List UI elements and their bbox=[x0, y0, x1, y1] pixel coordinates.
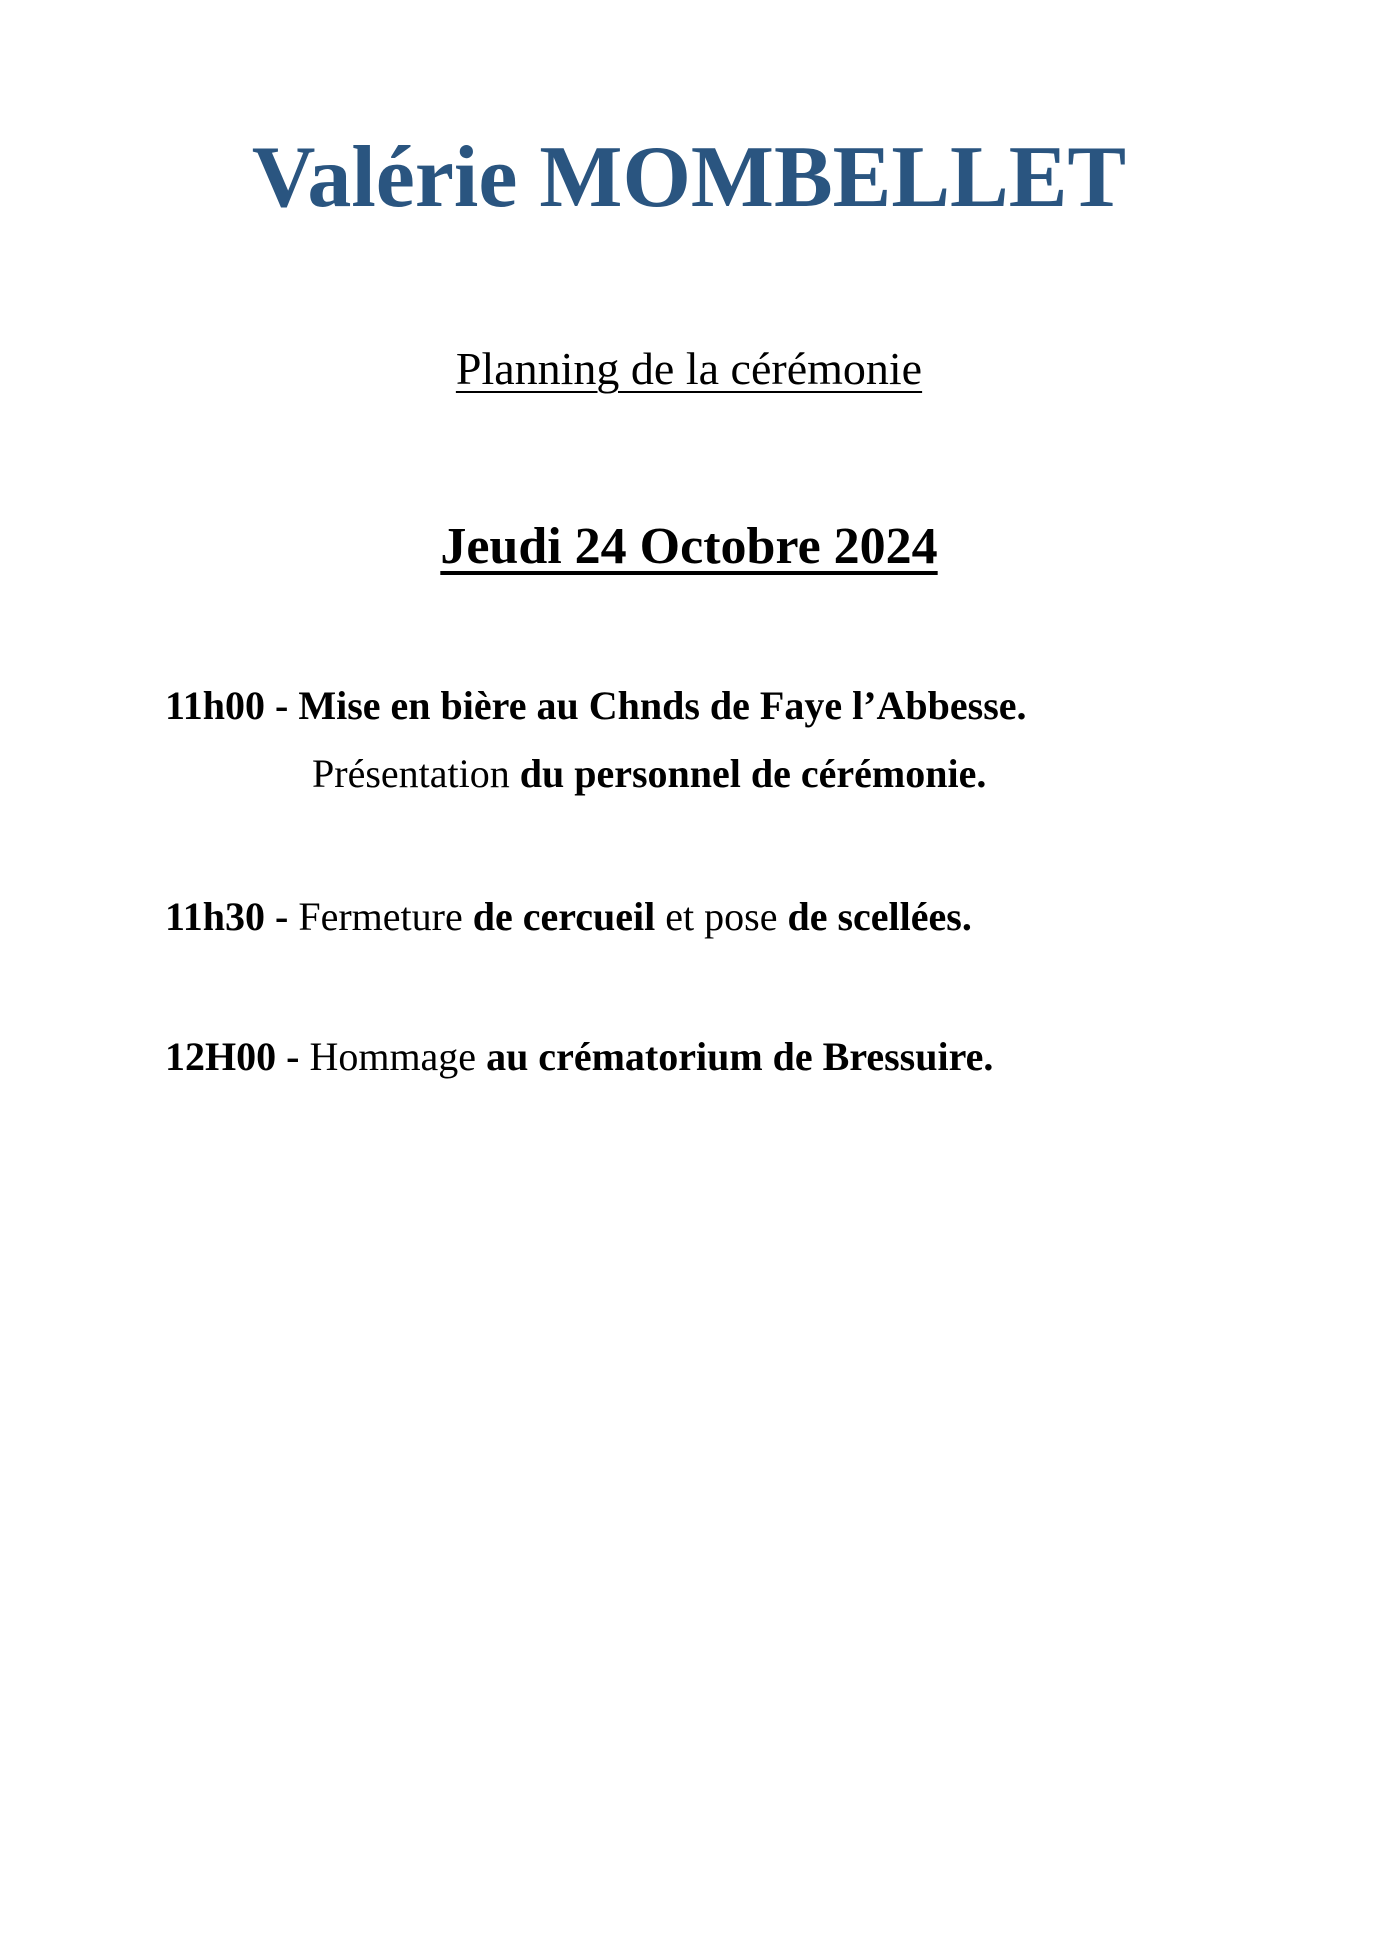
schedule-item-11h00 bbox=[165, 672, 1278, 808]
schedule-line bbox=[165, 1023, 1278, 1091]
date-heading: Jeudi 24 Octobre 2024 bbox=[440, 518, 938, 575]
text-segment: du personnel de cérémonie. bbox=[519, 751, 987, 796]
text-segment: et pose bbox=[665, 894, 788, 939]
text-segment: Présentation bbox=[312, 751, 520, 796]
text-segment: de scellées. bbox=[787, 894, 972, 939]
schedule-line bbox=[165, 672, 1278, 740]
text-segment: au crématorium de Bressuire. bbox=[486, 1034, 994, 1079]
schedule-line bbox=[165, 883, 1278, 951]
text-segment: 12H00 - bbox=[165, 1034, 310, 1079]
schedule-line-indented bbox=[165, 740, 1278, 808]
text-segment: 11h30 - bbox=[165, 894, 299, 939]
schedule-item-11h30 bbox=[165, 883, 1278, 951]
planning-subtitle: Planning de la cérémonie bbox=[455, 343, 923, 394]
text-segment: 11h00 - Mise en bière au Chnds de Faye l’Abbesse. bbox=[165, 683, 1027, 728]
text-segment: Fermeture bbox=[298, 894, 473, 939]
text-segment: de cercueil bbox=[472, 894, 666, 939]
schedule-item-12H00 bbox=[165, 1023, 1278, 1091]
text-segment: Hommage bbox=[309, 1034, 487, 1079]
ceremony-title: Valérie MOMBELLET bbox=[251, 129, 1127, 226]
